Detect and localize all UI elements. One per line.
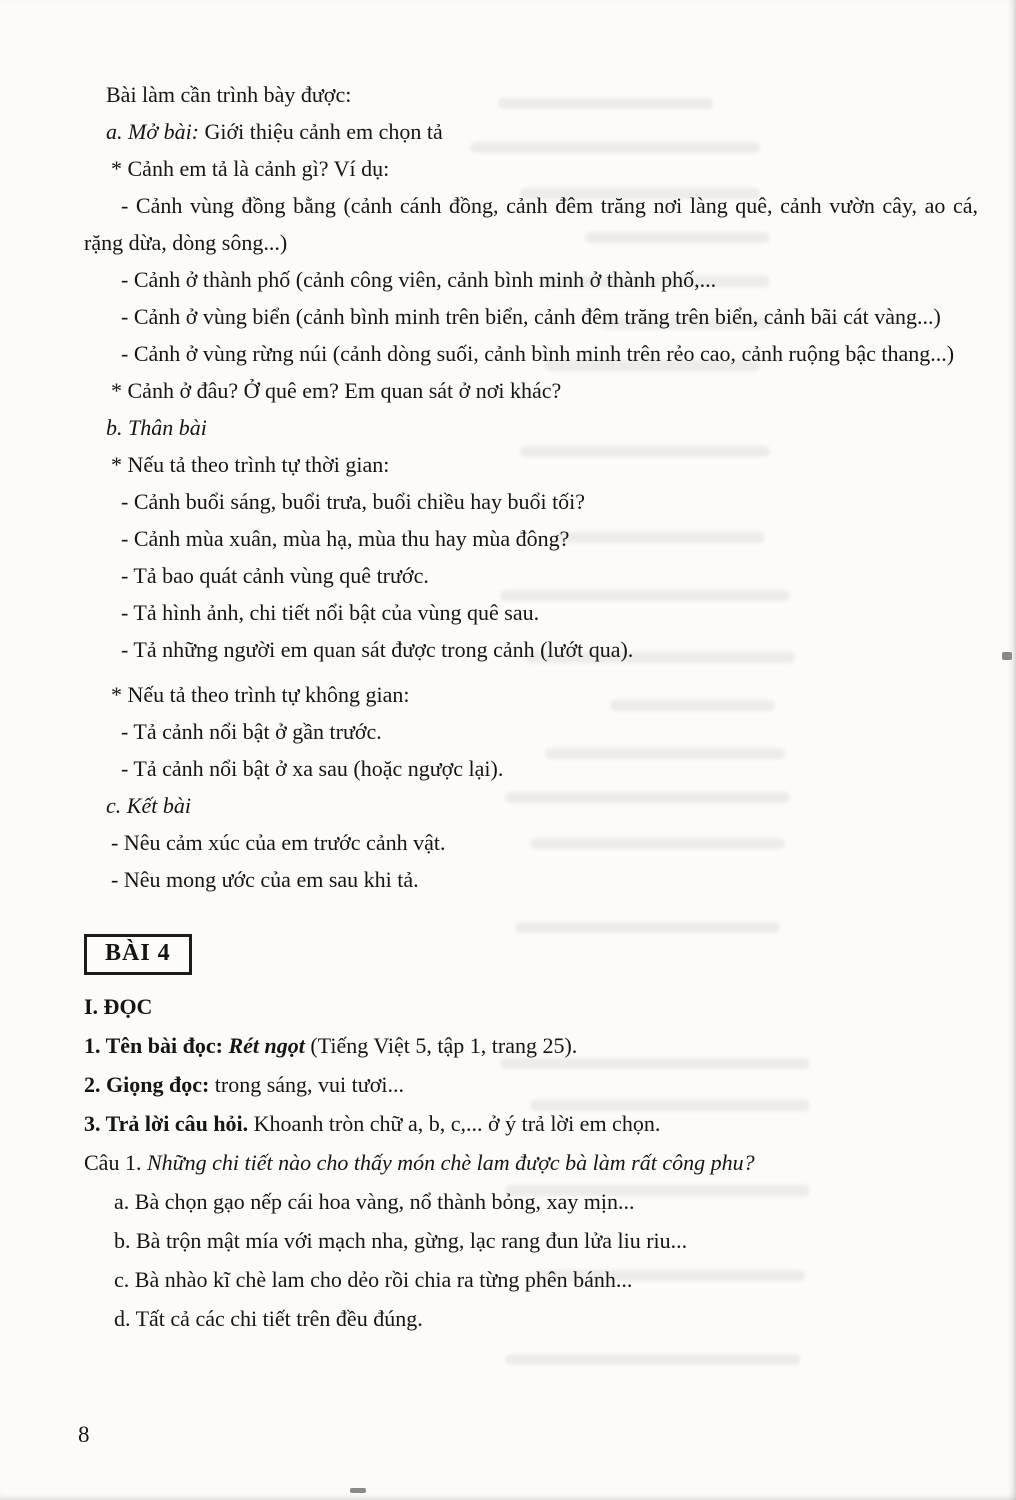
space-bullet-far: - Tả cảnh nổi bật ở xa sau (hoặc ngược lại). xyxy=(121,756,504,781)
lesson-heading: BÀI 4 xyxy=(105,940,171,966)
time-order-heading: * Nếu tả theo trình tự thời gian: xyxy=(111,452,390,477)
question-1-option-a: a. Bà chọn gạo nếp cái hoa vàng, nổ thành bỏng, xay mịn... xyxy=(114,1189,635,1214)
time-bullet-overview: - Tả bao quát cảnh vùng quê trước. xyxy=(121,563,429,588)
outline-where-question: * Cảnh ở đâu? Ở quê em? Em quan sát ở nơi khác? xyxy=(111,378,562,403)
reading-title-source: (Tiếng Việt 5, tập 1, trang 25). xyxy=(310,1033,578,1058)
scene-bullet-mountain: - Cảnh ở vùng rừng núi (cảnh dòng suối, cảnh bình minh trên rẻo cao, cảnh ruộng bậc thang...) xyxy=(121,341,955,366)
opening-label: a. Mở bài: xyxy=(106,119,200,144)
essay-outline-section xyxy=(84,76,978,898)
question-1-option-b: b. Bà trộn mật mía với mạch nha, gừng, lạc rang đun lửa liu riu... xyxy=(114,1228,688,1253)
space-bullet-near: - Tả cảnh nổi bật ở gần trước. xyxy=(121,719,382,744)
answer-instruction-line xyxy=(84,1104,978,1143)
scene-bullet-plain: - Cảnh vùng đồng bằng (cảnh cánh đồng, cảnh đêm trăng nơi làng quê, cảnh vườn cây, ao cá, rặng dừa, dòng sông...) xyxy=(84,193,978,255)
answer-instruction-text: Khoanh tròn chữ a, b, c,... ở ý trả lời em chọn. xyxy=(253,1111,661,1136)
outline-intro: Bài làm cần trình bày được: xyxy=(106,82,352,107)
answer-instruction-label: 3. Trả lời câu hỏi. xyxy=(84,1111,249,1136)
reading-title: Rét ngọt xyxy=(228,1033,305,1058)
page-number: 8 xyxy=(78,1422,90,1447)
outline-scene-question: * Cảnh em tả là cảnh gì? Ví dụ: xyxy=(111,156,390,181)
lesson-4-section xyxy=(84,898,978,1338)
question-1-line xyxy=(84,1143,978,1182)
question-1-text: Những chi tiết nào cho thấy món chè lam được bà làm rất công phu? xyxy=(146,1150,755,1175)
space-order-heading: * Nếu tả theo trình tự không gian: xyxy=(111,682,410,707)
scan-edge-mark xyxy=(350,1488,366,1493)
reading-title-line xyxy=(84,1026,978,1065)
time-bullet-season: - Cảnh mùa xuân, mùa hạ, mùa thu hay mùa đông? xyxy=(121,526,570,551)
question-1-option-c: c. Bà nhào kĩ chè lam cho dẻo rồi chia ra từng phên bánh... xyxy=(114,1267,633,1292)
reading-voice-text: trong sáng, vui tươi... xyxy=(214,1072,404,1097)
reading-voice-line xyxy=(84,1065,978,1104)
lesson-heading-box xyxy=(84,934,192,975)
outline-body-label: b. Thân bài xyxy=(106,415,207,440)
ending-bullet-wish: - Nêu mong ước của em sau khi tả. xyxy=(111,867,419,892)
scene-bullet-city: - Cảnh ở thành phố (cảnh công viên, cảnh bình minh ở thành phố,... xyxy=(121,267,717,292)
opening-text: Giới thiệu cảnh em chọn tả xyxy=(204,119,443,144)
outline-opening-line xyxy=(84,113,978,150)
ending-bullet-feeling: - Nêu cảm xúc của em trước cảnh vật. xyxy=(111,830,446,855)
time-bullet-people: - Tả những người em quan sát được trong cảnh (lướt qua). xyxy=(121,637,634,662)
reading-section-heading: I. ĐỌC xyxy=(84,994,153,1019)
reading-title-label: 1. Tên bài đọc: xyxy=(84,1033,223,1058)
outline-ending-label: c. Kết bài xyxy=(106,793,191,818)
scene-bullet-sea: - Cảnh ở vùng biển (cảnh bình minh trên biển, cảnh đêm trăng trên biển, cảnh bãi cát vàng...) xyxy=(121,304,941,329)
reading-voice-label: 2. Giọng đọc: xyxy=(84,1072,210,1097)
time-bullet-daytime: - Cảnh buổi sáng, buổi trưa, buổi chiều hay buổi tối? xyxy=(121,489,586,514)
time-bullet-detail: - Tả hình ảnh, chi tiết nổi bật của vùng quê sau. xyxy=(121,600,540,625)
scan-bleed-artifact xyxy=(505,1354,800,1365)
question-1-option-d: d. Tất cả các chi tiết trên đều đúng. xyxy=(114,1306,423,1331)
question-1-label: Câu 1. xyxy=(84,1150,142,1175)
